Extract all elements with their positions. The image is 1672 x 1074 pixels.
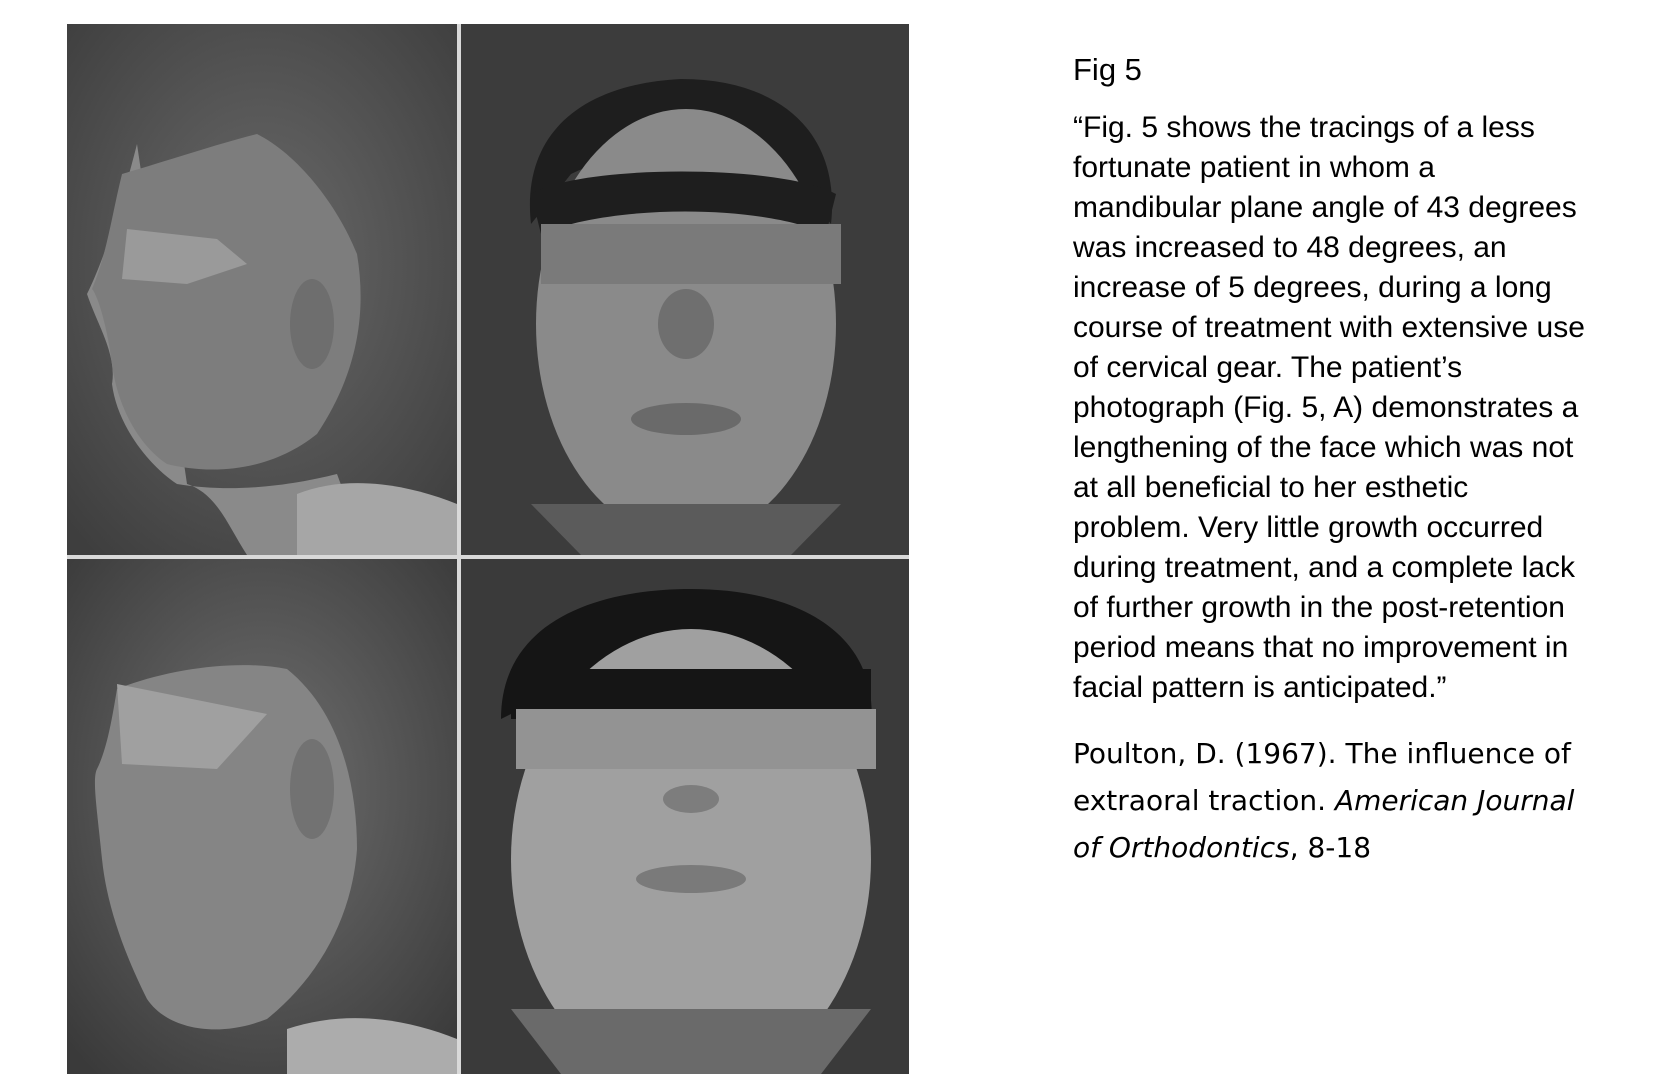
quote-line: during treatment, and a complete lack — [1073, 551, 1575, 584]
caption-column — [1073, 50, 1653, 871]
quote-line: fortunate patient in whom a — [1073, 151, 1435, 184]
journal-title: American Journal — [1334, 784, 1575, 817]
quote-line: photograph (Fig. 5, A) demonstrates a — [1073, 391, 1579, 424]
quote-line: of further growth in the post-retention — [1073, 591, 1565, 624]
profile-photo-before — [67, 24, 457, 555]
frontal-photo-after — [461, 559, 909, 1074]
quote-line: was increased to 48 degrees, an — [1073, 231, 1507, 264]
panel-divider-horizontal — [67, 555, 909, 559]
quote-line: facial pattern is anticipated.” — [1073, 671, 1447, 704]
citation-line-1: Poulton, D. (1967). The influence of — [1073, 737, 1571, 770]
journal-title: of Orthodontics — [1073, 831, 1290, 864]
quote-line: period means that no improvement in — [1073, 631, 1569, 664]
citation-pages: , 8-18 — [1289, 831, 1372, 864]
caption-quote — [1073, 108, 1653, 708]
quote-line: of cervical gear. The patient’s — [1073, 351, 1463, 384]
quote-line: lengthening of the face which was not — [1073, 431, 1574, 464]
quote-line: increase of 5 degrees, during a long — [1073, 271, 1552, 304]
quote-line: at all beneficial to her esthetic — [1073, 471, 1469, 504]
citation-text: extraoral traction. — [1073, 784, 1335, 817]
profile-photo-after — [67, 559, 457, 1074]
quote-line: course of treatment with extensive use — [1073, 311, 1585, 344]
patient-photo-figure — [67, 24, 909, 1074]
quote-line: “Fig. 5 shows the tracings of a less — [1073, 111, 1535, 144]
panel-divider-vertical — [457, 24, 461, 1074]
quote-line: problem. Very little growth occurred — [1073, 511, 1544, 544]
citation-line-2 — [1073, 777, 1653, 824]
quote-line: mandibular plane angle of 43 degrees — [1073, 191, 1577, 224]
figure-label: Fig 5 — [1073, 52, 1142, 87]
citation-line-3 — [1073, 824, 1653, 871]
citation — [1073, 730, 1653, 871]
frontal-photo-before — [461, 24, 909, 555]
